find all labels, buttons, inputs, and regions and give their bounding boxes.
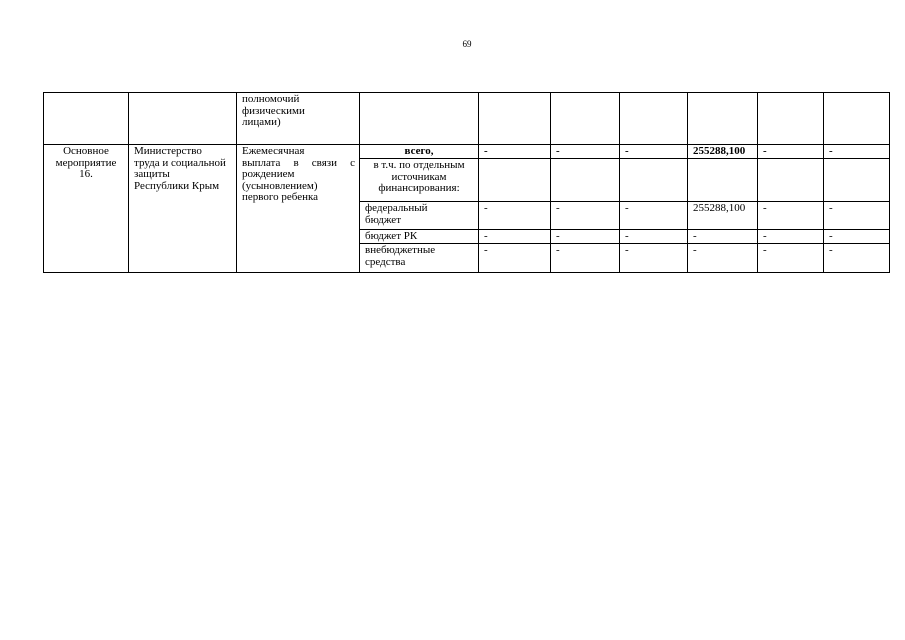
value-cell: 255288,100 bbox=[688, 202, 758, 230]
value-cell: - bbox=[824, 230, 890, 244]
text-line: полномочий bbox=[242, 93, 300, 105]
page-number: 69 bbox=[462, 39, 472, 49]
text-line: финансирования: bbox=[378, 182, 460, 195]
text-line: бюджет bbox=[365, 213, 401, 226]
empty-cell bbox=[620, 93, 688, 145]
value-cell: - bbox=[758, 230, 824, 244]
text-line: физическими bbox=[242, 104, 305, 117]
empty-cell bbox=[129, 93, 237, 145]
empty-cell bbox=[758, 159, 824, 202]
funding-source-cell bbox=[360, 244, 479, 273]
empty-cell bbox=[360, 93, 479, 145]
executor-cell bbox=[129, 145, 237, 273]
financing-table bbox=[43, 92, 890, 273]
funding-source-cell bbox=[360, 145, 479, 159]
value-cell: - bbox=[758, 244, 824, 273]
text-line: рождением bbox=[242, 168, 295, 181]
value-cell: - bbox=[479, 145, 551, 159]
text-line: труда и социальной bbox=[134, 156, 226, 169]
value-cell: - bbox=[551, 230, 620, 244]
text-line: средства bbox=[365, 255, 406, 268]
value-cell: - bbox=[620, 230, 688, 244]
text-line: Министерство bbox=[134, 145, 202, 157]
empty-cell bbox=[620, 159, 688, 202]
text-line: защиты bbox=[134, 168, 170, 181]
value-cell: - bbox=[551, 145, 620, 159]
empty-cell bbox=[551, 159, 620, 202]
value-cell: - bbox=[758, 145, 824, 159]
value-cell: - bbox=[824, 244, 890, 273]
value-cell: - bbox=[620, 202, 688, 230]
text-line: лицами) bbox=[242, 116, 281, 129]
empty-cell bbox=[758, 93, 824, 145]
value-cell: - bbox=[758, 202, 824, 230]
text-line: 16. bbox=[79, 168, 93, 181]
funding-source-cell bbox=[360, 202, 479, 230]
text-line: мероприятие bbox=[55, 156, 117, 169]
empty-cell bbox=[479, 93, 551, 145]
funding-source-cell bbox=[360, 230, 479, 244]
empty-cell bbox=[824, 93, 890, 145]
value-cell: - bbox=[620, 145, 688, 159]
empty-cell bbox=[824, 159, 890, 202]
value-cell: - bbox=[479, 202, 551, 230]
value-cell: - bbox=[551, 244, 620, 273]
text-line: Республики Крым bbox=[134, 179, 220, 192]
empty-cell bbox=[688, 159, 758, 202]
text-line: выплата в связи с bbox=[242, 156, 355, 169]
value-cell: - bbox=[551, 202, 620, 230]
text-line: Основное bbox=[63, 145, 109, 157]
table-row-continuation bbox=[44, 93, 890, 145]
value-cell: - bbox=[479, 244, 551, 273]
text-line: первого ребенка bbox=[242, 191, 319, 204]
funding-source-cell bbox=[360, 159, 479, 202]
measure-name-continuation-cell bbox=[237, 93, 360, 145]
text-line: (усыновлением) bbox=[242, 179, 318, 192]
empty-cell bbox=[551, 93, 620, 145]
text-line: в т.ч. по отдельным bbox=[373, 159, 465, 171]
text-line: бюджет РК bbox=[365, 230, 418, 242]
table-row-total bbox=[44, 145, 890, 159]
empty-cell bbox=[479, 159, 551, 202]
value-cell: 255288,100 bbox=[688, 145, 758, 159]
value-cell: - bbox=[688, 230, 758, 244]
value-cell: - bbox=[824, 202, 890, 230]
measure-label-cell bbox=[44, 145, 129, 273]
empty-cell bbox=[44, 93, 129, 145]
text-line: Ежемесячная bbox=[242, 145, 305, 157]
empty-cell bbox=[688, 93, 758, 145]
measure-name-cell bbox=[237, 145, 360, 273]
value-cell: - bbox=[620, 244, 688, 273]
value-cell: - bbox=[479, 230, 551, 244]
text-line: внебюджетные bbox=[365, 244, 436, 256]
text-line: всего, bbox=[404, 145, 434, 157]
text-line: федеральный bbox=[365, 202, 428, 214]
value-cell: - bbox=[688, 244, 758, 273]
value-cell: - bbox=[824, 145, 890, 159]
text-line: источникам bbox=[391, 170, 447, 183]
